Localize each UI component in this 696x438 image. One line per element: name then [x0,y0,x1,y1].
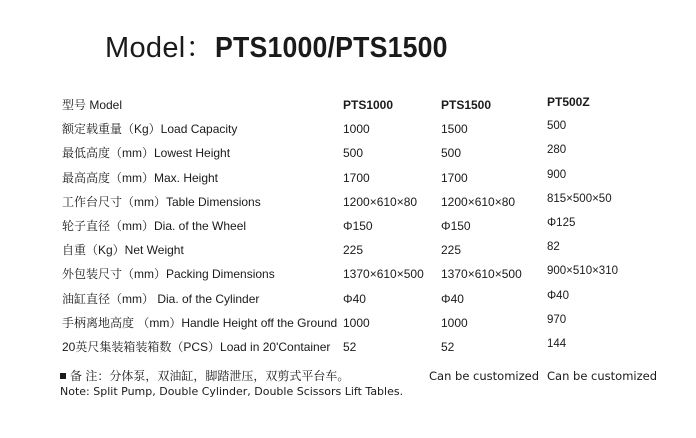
header-label: 型号 Model [62,98,123,113]
row-label: 轮子直径（mm）Dia. of the Wheel [62,219,247,234]
table-header-row [62,93,682,117]
row-label: 额定载重量（Kg）Load Capacity [62,122,238,137]
cell-col-b: 1500 [441,122,468,137]
cell-col-a: 1200×610×80 [343,194,418,209]
cell-col-c [547,117,682,141]
cell-col-a: 1370×610×500 [343,267,424,282]
customized-note-c: Can be customized [547,369,658,383]
title-models: PTS1000/PTS1500 [214,32,448,64]
table-row [62,238,682,262]
cell-col-c-text: Φ125 [547,217,576,230]
cell-col-a: Φ150 [343,219,373,234]
customized-note-b: Can be customized [429,369,540,383]
row-label: 最高高度（mm）Max. Height [62,170,219,185]
note-en: Note: Split Pump, Double Cylinder, Double Scissors Lift Tables. [60,385,404,398]
cell-col-c-text: 82 [547,241,560,254]
table-row [62,190,682,214]
cell-col-a: Φ40 [343,291,366,306]
cell-col-c-text: 500 [547,120,567,133]
cell-col-b: 1000 [441,315,468,330]
cell-col-c [547,287,682,311]
cell-col-a: 1000 [343,122,370,137]
row-label: 自重（Kg）Net Weight [62,243,184,258]
cell-col-a: 52 [343,339,357,354]
table-row [62,335,682,359]
row-label: 外包装尺寸（mm）Packing Dimensions [62,267,275,282]
cell-col-c-text: 900×510×310 [547,265,618,278]
table-row [62,311,682,335]
cell-col-a: 500 [343,146,364,161]
spec-table [62,93,682,359]
row-label: 油缸直径（mm） Dia. of the Cylinder [62,291,260,306]
cell-col-c [547,238,682,262]
note-block [60,369,680,399]
cell-col-b: 52 [441,339,455,354]
page-title [105,30,468,66]
note-line-1 [60,369,680,384]
cell-col-c [547,166,682,190]
cell-col-c-text: 900 [547,168,567,181]
cell-col-b: 1200×610×80 [441,194,516,209]
table-row [62,117,682,141]
cell-col-c [547,335,682,359]
row-label: 20英尺集装箱装箱数（PCS）Load in 20'Container [62,339,331,354]
square-bullet-icon [60,373,66,379]
table-row [62,214,682,238]
title-label: Model： [105,32,215,64]
cell-col-a: 1000 [343,315,370,330]
cell-col-b: Φ40 [441,291,464,306]
cell-col-c-text: 970 [547,313,567,326]
table-row [62,141,682,165]
cell-col-c [547,214,682,238]
header-col-a: PTS1000 [343,98,394,113]
cell-col-b: 225 [441,243,462,258]
cell-col-b: 500 [441,146,462,161]
row-label: 手柄离地高度 （mm）Handle Height off the Ground [62,315,338,330]
header-col-b: PTS1500 [441,98,492,113]
cell-col-c [547,311,682,335]
cell-col-c-text: 144 [547,337,567,350]
cell-col-c-text: 280 [547,144,567,157]
row-label: 工作台尺寸（mm）Table Dimensions [62,194,261,209]
cell-col-b: 1700 [441,170,468,185]
note-cn: 备 注：分体泵，双油缸，脚踏泄压，双剪式平台车。 [70,369,350,383]
cell-col-b: Φ150 [441,219,471,234]
cell-col-c-text: Φ40 [547,289,569,302]
table-row [62,262,682,286]
table-row [62,287,682,311]
cell-col-c [547,190,682,214]
table-row [62,166,682,190]
spec-table-body [62,93,682,359]
cell-col-b: 1370×610×500 [441,267,522,282]
row-label: 最低高度（mm）Lowest Height [62,146,231,161]
cell-col-c [547,262,682,286]
header-col-c [547,93,682,117]
cell-col-c-text: 815×500×50 [547,192,612,205]
cell-col-a: 225 [343,243,364,258]
header-col-c-text: PT500Z [547,95,590,110]
cell-col-a: 1700 [343,170,370,185]
cell-col-c [547,141,682,165]
